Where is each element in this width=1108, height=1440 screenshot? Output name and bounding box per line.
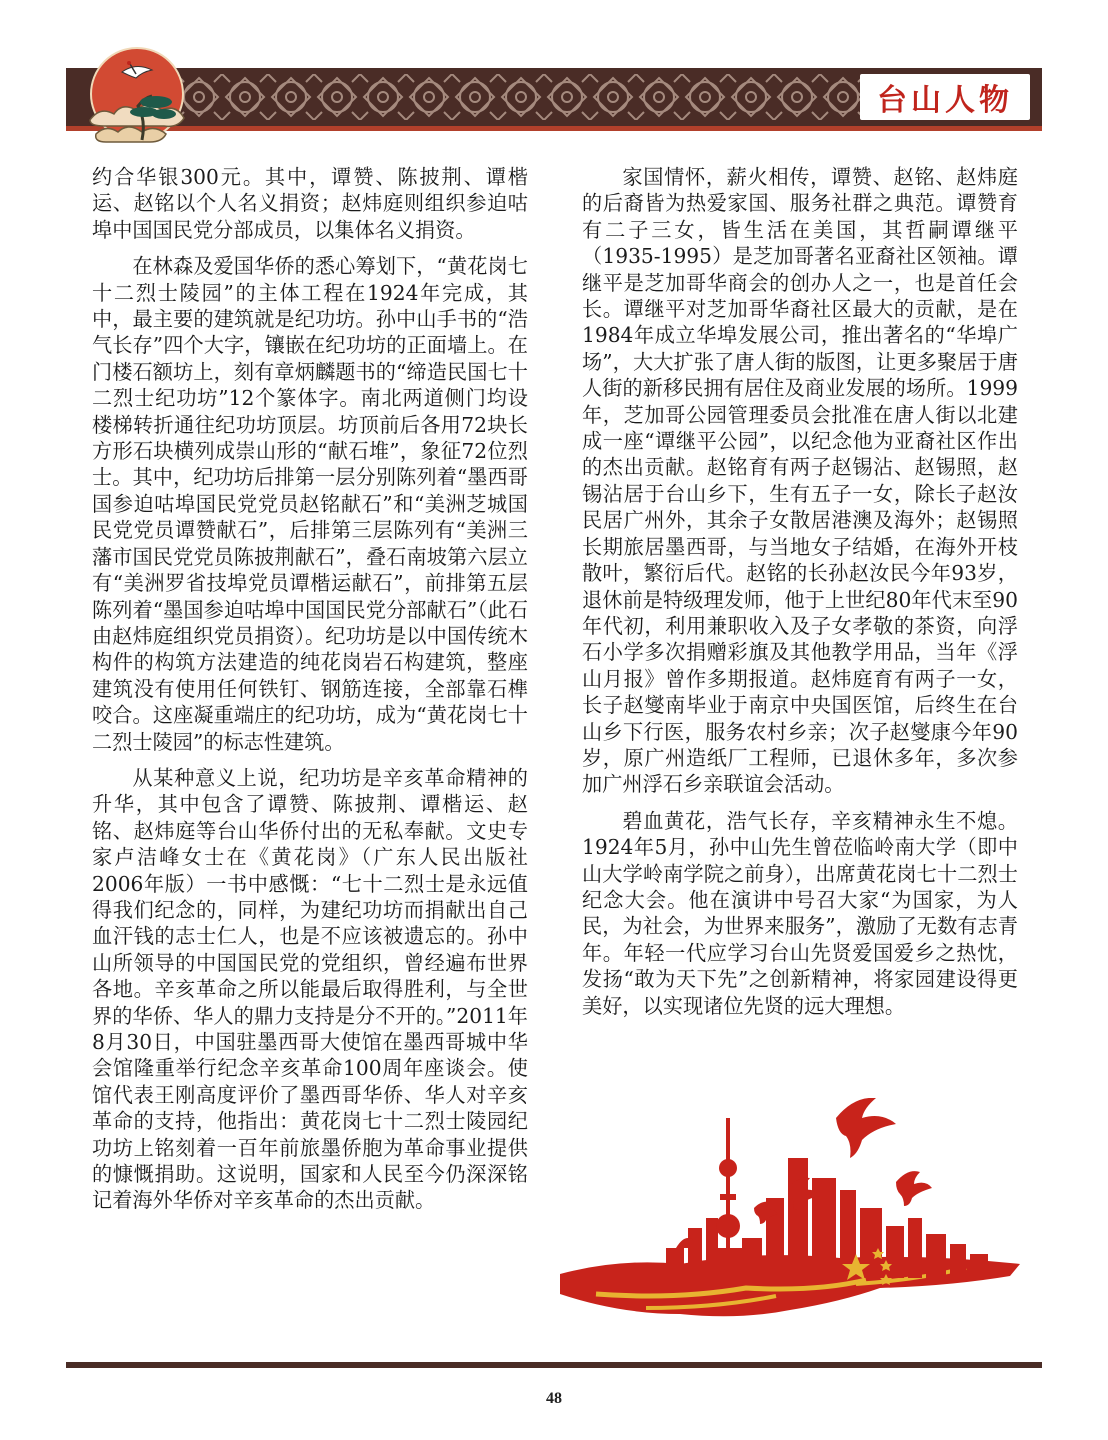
paragraph: 碧血黄花，浩气长存，辛亥精神永生不熄。1924年5月，孙中山先生曾莅临岭南大学（即中山大学岭南学院之前身），出席黄花岗七十二烈士纪念大会。他在演讲中号召大家“为国家，为人民，为社会，为世界来服务”，激励了无数有志青年。年轻一代应学习台山先贤爱国爱乡之热忱，发扬“敢为天下先”之创新精神，将家园建设得更美好，以实现诸位先贤的远大理想。 <box>582 808 1018 1018</box>
crane-pine-cloud-emblem-icon <box>82 42 192 152</box>
city-skyline-doves-flag-icon <box>556 1098 1026 1334</box>
header-banner <box>66 68 1042 126</box>
paragraph: 家国情怀，薪火相传，谭赞、赵铭、赵炜庭的后裔皆为热爱家国、服务社群之典范。谭赞育有二子三女，皆生活在美国，其哲嗣谭继平（1935-1995）是芝加哥著名亚裔社区领袖。谭继平是芝加哥华商会的创办人之一，也是首任会长。谭继平对芝加哥华裔社区最大的贡献，是在1984年成立华埠发展公司，推出著名的“华埠广场”，大大扩张了唐人街的版图，让更多聚居于唐人街的新移民拥有居住及商业发展的场所。1999年，芝加哥公园管理委员会批准在唐人街以北建成一座“谭继平公园”，以纪念他为亚裔社区作出的杰出贡献。赵铭育有两子赵锡沾、赵锡照，赵锡沾居于台山乡下，生有五子一女，除长子赵汝民居广州外，其余子女散居港澳及海外；赵锡照长期旅居墨西哥，与当地女子结婚，在海外开枝散叶，繁衍后代。赵铭的长孙赵汝民今年93岁，退休前是特级理发师，他于上世纪80年代末至90年代初，利用兼职收入及子女孝敬的茶资，向浮石小学多次捐赠彩旗及其他教学用品，当年《浮山月报》曾作多期报道。赵炜庭育有两子一女，长子赵燮南毕业于南京中央国医馆，后终生在台山乡下行医，服务农村乡亲；次子赵燮康今年90岁，原广州造纸厂工程师，已退休多年，多次参加广州浮石乡亲联谊会活动。 <box>582 165 1018 797</box>
paragraph: 约合华银300元。其中，谭赞、陈披荆、谭楷运、赵铭以个人名义捐资；赵炜庭则组织参迫咕埠中国国民党分部成员，以集体名义捐资。 <box>92 165 528 242</box>
left-column <box>92 164 528 1224</box>
header-underline <box>66 126 1042 131</box>
right-column <box>582 164 1018 1029</box>
lattice-pattern <box>176 74 906 120</box>
section-title: 台山人物 <box>877 83 1013 118</box>
section-title-box <box>860 74 1030 120</box>
footer-rule <box>66 1362 1042 1368</box>
paragraph: 从某种意义上说，纪功坊是辛亥革命精神的升华，其中包含了谭赞、陈披荆、谭楷运、赵铭、赵炜庭等台山华侨付出的无私奉献。文史专家卢洁峰女士在《黄花岗》（广东人民出版社2006年版）一书中感慨：“七十二烈士是永远值得我们纪念的，同样，为建纪功坊而捐献出自己血汗钱的志士仁人，也是不应该被遗忘的。孙中山所领导的中国国民党的党组织，曾经遍布世界各地。辛亥革命之所以能最后取得胜利，与全世界的华侨、华人的鼎力支持是分不开的。”2011年8月30日，中国驻墨西哥大使馆在墨西哥城中华会馆隆重举行纪念辛亥革命100周年座谈会。使馆代表王刚高度评价了墨西哥华侨、华人对辛亥革命的支持，他指出：黄花岗七十二烈士陵园纪功坊上铭刻着一百年前旅墨侨胞为革命事业提供的慷慨捐助。这说明，国家和人民至今仍深深铭记着海外华侨对辛亥革命的杰出贡献。 <box>92 765 528 1213</box>
page-number: 48 <box>546 1390 562 1407</box>
paragraph: 在林森及爱国华侨的悉心筹划下，“黄花岗七十二烈士陵园”的主体工程在1924年完成，其中，最主要的建筑就是纪功坊。孙中山手书的“浩气长存”四个大字，镶嵌在纪功坊的正面墙上。在门楼石额坊上，刻有章炳麟题书的“缔造民国七十二烈士纪功坊”12个篆体字。南北两道侧门均设楼梯转折通往纪功坊顶层。坊顶前后各用72块长方形石块横列成崇山形的“献石堆”，象征72位烈士。其中，纪功坊后排第一层分别陈列着“墨西哥国参迫咕埠国民党党员赵铭献石”和“美洲芝城国民党党员谭赞献石”，后排第三层陈列有“美洲三藩市国民党党员陈披荆献石”，叠石南坡第六层立有“美洲罗省技埠党员谭楷运献石”，前排第五层陈列着“墨国参迫咕埠中国国民党分部献石”（此石由赵炜庭组织党员捐资）。纪功坊是以中国传统木构件的构筑方法建造的纯花岗岩石构建筑，整座建筑没有使用任何铁钉、钢筋连接，全部靠石榫咬合。这座凝重端庄的纪功坊，成为“黄花岗七十二烈士陵园”的标志性建筑。 <box>92 254 528 754</box>
